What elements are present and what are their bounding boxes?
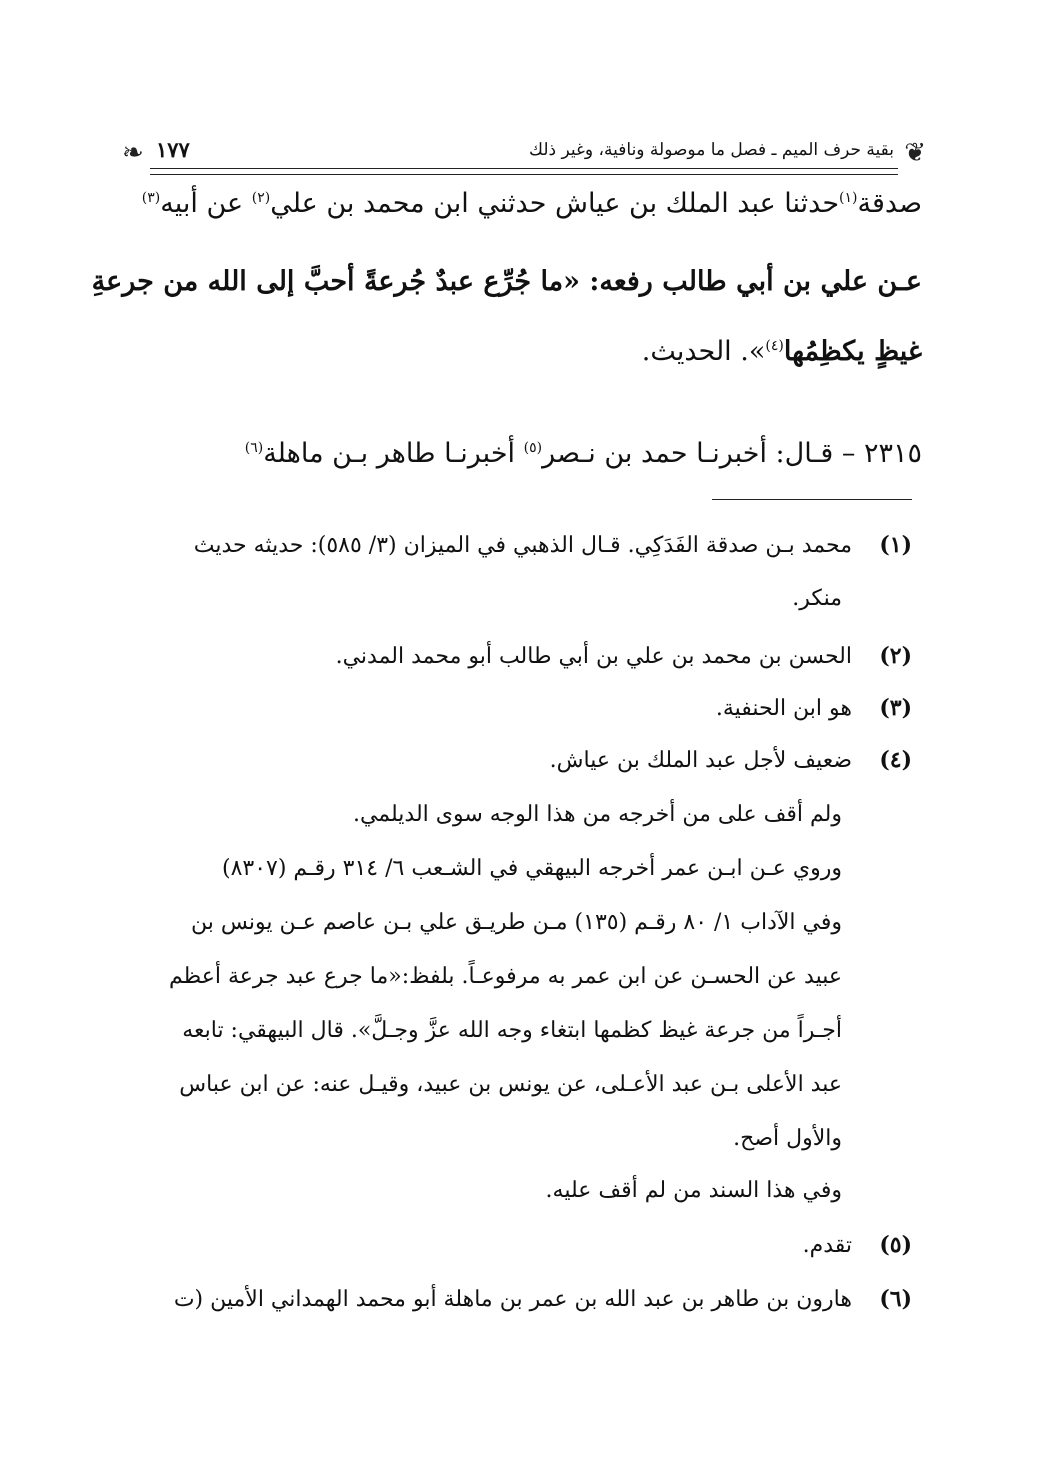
footnote-text: تقدم.	[802, 1233, 852, 1258]
footnote-4-line-9	[132, 1178, 912, 1203]
footnote-ref: (٥)	[523, 440, 543, 456]
hadith-number-text: ٢٣١٥ – قـال: أخبرنـا حمد بن نـصر	[542, 438, 922, 469]
running-header	[122, 130, 926, 178]
footnote-3	[132, 695, 912, 721]
footnote-ref: (٣)	[141, 190, 161, 206]
footnote-1-cont	[132, 586, 912, 611]
footnote-number: (٢)	[879, 643, 912, 669]
footnote-ref: (٦)	[244, 440, 264, 456]
main-text: أخبرنـا طاهر بـن ماهلة	[263, 438, 524, 469]
footnote-5	[132, 1232, 912, 1258]
header-ornament-left-icon: ❧	[122, 138, 144, 168]
main-text-line-1	[132, 188, 922, 219]
footnote-text: محمد بـن صدقة الفَدَكِي. قـال الذهبي في الميزان (٣/ ٥٨٥): حديثه حديث	[193, 533, 852, 558]
footnote-text: ولم أقف على من أخرجه من هذا الوجه سوى الديلمي.	[352, 802, 842, 827]
footnote-ref: (٢)	[251, 190, 271, 206]
footnote-ref: (٤)	[765, 338, 784, 354]
header-ornament-right-icon: ❦	[904, 138, 926, 168]
footnote-4-line-8	[132, 1126, 912, 1151]
footnote-4-line-2	[132, 802, 912, 827]
footnote-number: (٣)	[879, 695, 912, 721]
footnote-separator	[712, 499, 912, 500]
main-text-line-2	[91, 266, 922, 297]
hadith-heading	[132, 438, 922, 469]
footnote-text: الحسن بن محمد بن علي بن أبي طالب أبو محمد المدني.	[335, 644, 852, 669]
footnote-text: أجـراً من جرعة غيظ كظمها ابتغاء وجه الله عزَّ وجـلَّ». قال البيهقي: تابعه	[182, 1018, 842, 1043]
hadith-text: غيظٍ يكظِمُها	[783, 336, 922, 367]
footnote-4-line-5	[132, 964, 912, 989]
main-text-line-3	[132, 336, 922, 367]
main-text: صدقة	[857, 188, 922, 219]
header-title: بقية حرف الميم ـ فصل ما موصولة ونافية، وغير ذلك	[529, 140, 894, 160]
footnote-6	[132, 1286, 912, 1312]
footnote-number: (٤)	[879, 747, 912, 773]
footnote-number: (٥)	[879, 1232, 912, 1258]
footnote-4	[132, 747, 912, 773]
footnote-text: وروي عـن ابـن عمر أخرجه البيهقي في الشـعب ٦/ ٣١٤ رقـم (٨٣٠٧)	[221, 856, 842, 881]
footnote-2	[132, 643, 912, 669]
hadith-text: عـن علي بن أبي طالب رفعه: «ما جُرِّع عبدٌ جُرعةً أحبَّ إلى الله من جرعةِ	[91, 266, 922, 297]
main-text: عن أبيه	[160, 188, 252, 219]
footnote-text: هو ابن الحنفية.	[715, 696, 852, 721]
footnote-text: ضعيف لأجل عبد الملك بن عياش.	[549, 748, 852, 773]
footnote-text: منكر.	[792, 586, 842, 611]
footnote-4-line-3	[132, 856, 912, 881]
footnote-4-line-4	[132, 910, 912, 935]
main-text: ». الحديث.	[641, 336, 766, 367]
main-text: حدثنا عبد الملك بن عياش حدثني ابن محمد بن علي	[270, 188, 840, 219]
footnote-4-line-7	[132, 1072, 912, 1097]
header-rule	[150, 168, 898, 175]
page-number: ١٧٧	[156, 137, 190, 162]
footnote-1	[132, 532, 912, 558]
footnote-text: وفي هذا السند من لم أقف عليه.	[545, 1178, 842, 1203]
footnote-text: والأول أصح.	[733, 1126, 842, 1151]
footnote-ref: (١)	[839, 190, 858, 206]
footnote-number: (١)	[879, 532, 912, 558]
footnote-text: عبد الأعلى بـن عبد الأعـلى، عن يونس بن عبيد، وقيـل عنه: عن ابن عباس	[179, 1072, 842, 1097]
footnote-text: وفي الآداب ١/ ٨٠ رقـم (١٣٥) مـن طريـق علي بـن عاصم عـن يونس بن	[190, 910, 842, 935]
footnote-4-line-6	[132, 1018, 912, 1043]
footnote-text: هارون بن طاهر بن عبد الله بن عمر بن ماهلة أبو محمد الهمداني الأمين (ت	[173, 1287, 852, 1312]
footnote-text: عبيد عن الحسـن عن ابن عمر به مرفوعـاً. بلفظ:«ما جرع عبد جرعة أعظم	[169, 964, 842, 989]
footnote-number: (٦)	[879, 1286, 912, 1312]
